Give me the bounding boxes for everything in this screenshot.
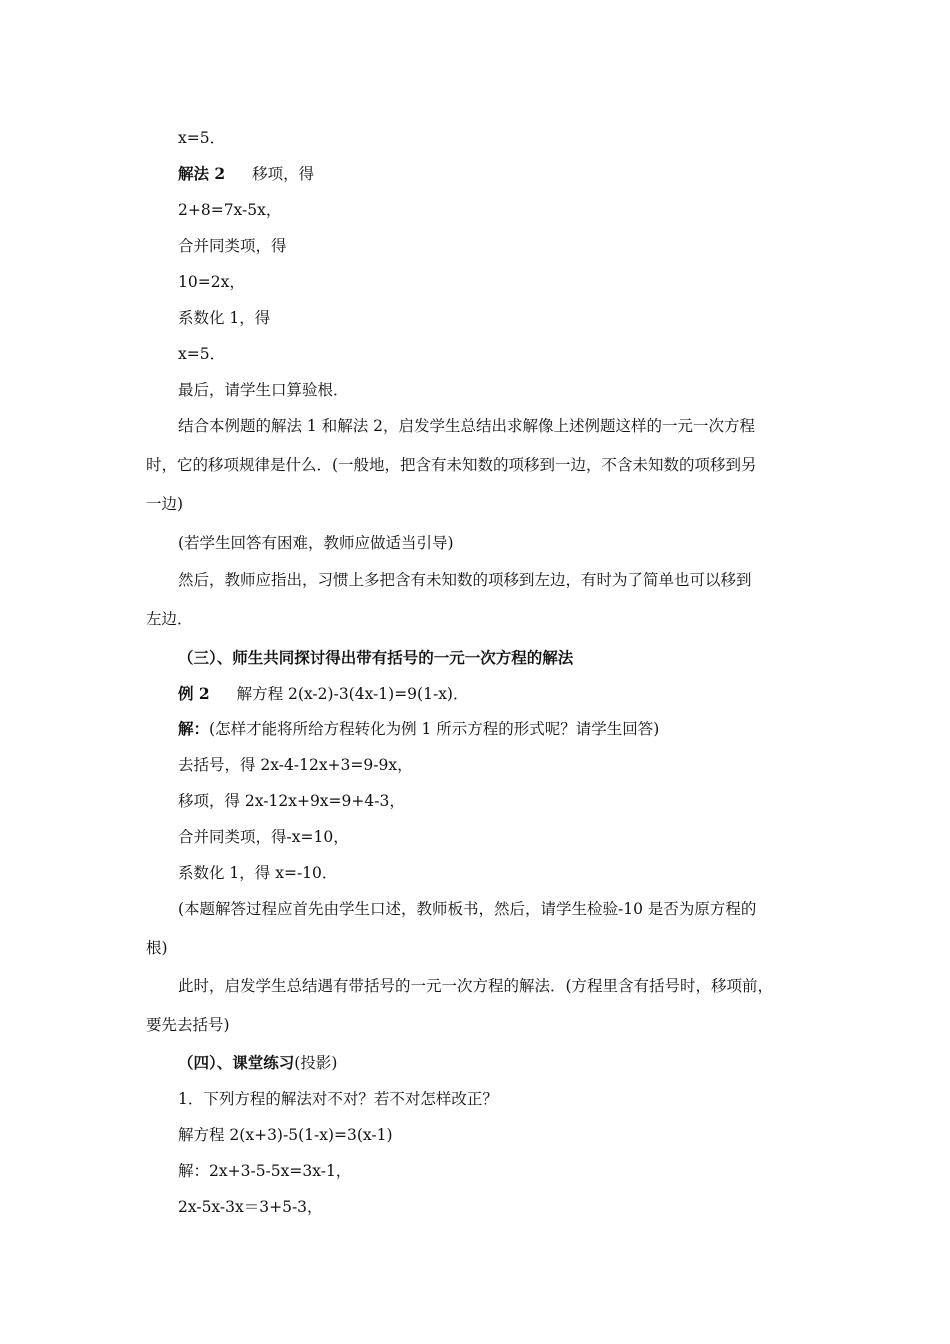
exercise-question: 1．下列方程的解法对不对？若不对怎样改正？ bbox=[178, 1090, 498, 1108]
solution-line bbox=[178, 719, 659, 739]
equation-line: 2x-5x-3x＝3+5-3， bbox=[178, 1198, 323, 1216]
paragraph-line: 要先去括号) bbox=[146, 1016, 230, 1034]
text-line: 最后，请学生口算验根． bbox=[178, 381, 349, 399]
text-line: (若学生回答有困难，教师应做适当引导) bbox=[178, 534, 454, 552]
equation-line: 解：2x+3-5-5x=3x-1， bbox=[178, 1162, 352, 1180]
equation-line: 系数化 1，得 x=-10． bbox=[178, 864, 338, 882]
equation-line: 移项，得 2x-12x+9x=9+4-3， bbox=[178, 792, 405, 810]
solution-label: 解： bbox=[178, 719, 210, 738]
section-heading: （三）、师生共同探讨得出带有括号的一元一次方程的解法 bbox=[178, 648, 574, 667]
text-fragment: (投影) bbox=[294, 1054, 338, 1072]
text-line: 合并同类项，得 bbox=[178, 237, 287, 255]
text-fragment: (怎样才能将所给方程转化为例 1 所示方程的形式呢？请学生回答) bbox=[209, 720, 660, 738]
equation-line: 10=2x， bbox=[178, 273, 245, 291]
paragraph-line: (本题解答过程应首先由学生口述，教师板书，然后，请学生检验-10 是否为原方程的 bbox=[178, 900, 757, 918]
example-2-line bbox=[178, 684, 468, 704]
equation-text: 解方程 2(x-2)-3(4x-1)=9(1-x)． bbox=[236, 685, 469, 703]
paragraph-line: 此时，启发学生总结遇有带括号的一元一次方程的解法．(方程里含有括号时，移项前， bbox=[178, 977, 774, 995]
paragraph-line: 时，它的移项规律是什么．(一般地，把含有未知数的项移到一边，不含未知数的项移到另 bbox=[146, 456, 757, 474]
equation-line: 合并同类项，得-x=10， bbox=[178, 828, 349, 846]
equation-line: x=5． bbox=[178, 345, 226, 363]
section-heading: （四）、课堂练习 bbox=[178, 1053, 295, 1072]
paragraph-line: 左边． bbox=[146, 610, 193, 628]
text-fragment: 移项，得 bbox=[252, 165, 315, 183]
text-line: x=5． bbox=[178, 129, 226, 147]
paragraph-line: 然后，教师应指出，习惯上多把含有未知数的项移到左边，有时为了简单也可以移到 bbox=[178, 571, 752, 589]
equation-line: 去括号，得 2x-4-12x+3=9-9x， bbox=[178, 756, 413, 774]
section-heading-line bbox=[178, 1053, 337, 1073]
method-2-label: 解法 2 bbox=[178, 164, 226, 183]
equation-line: 解方程 2(x+3)-5(1-x)=3(x-1) bbox=[178, 1126, 393, 1144]
paragraph-line: 根) bbox=[146, 939, 168, 957]
text-line: 系数化 1，得 bbox=[178, 309, 271, 327]
equation-line: 2+8=7x-5x， bbox=[178, 201, 282, 219]
paragraph-line: 一边) bbox=[146, 495, 184, 513]
paragraph-line: 结合本例题的解法 1 和解法 2，启发学生总结出求解像上述例题这样的一元一次方程 bbox=[178, 417, 756, 435]
example-2-label: 例 2 bbox=[178, 684, 210, 703]
method-2-line bbox=[178, 164, 314, 184]
